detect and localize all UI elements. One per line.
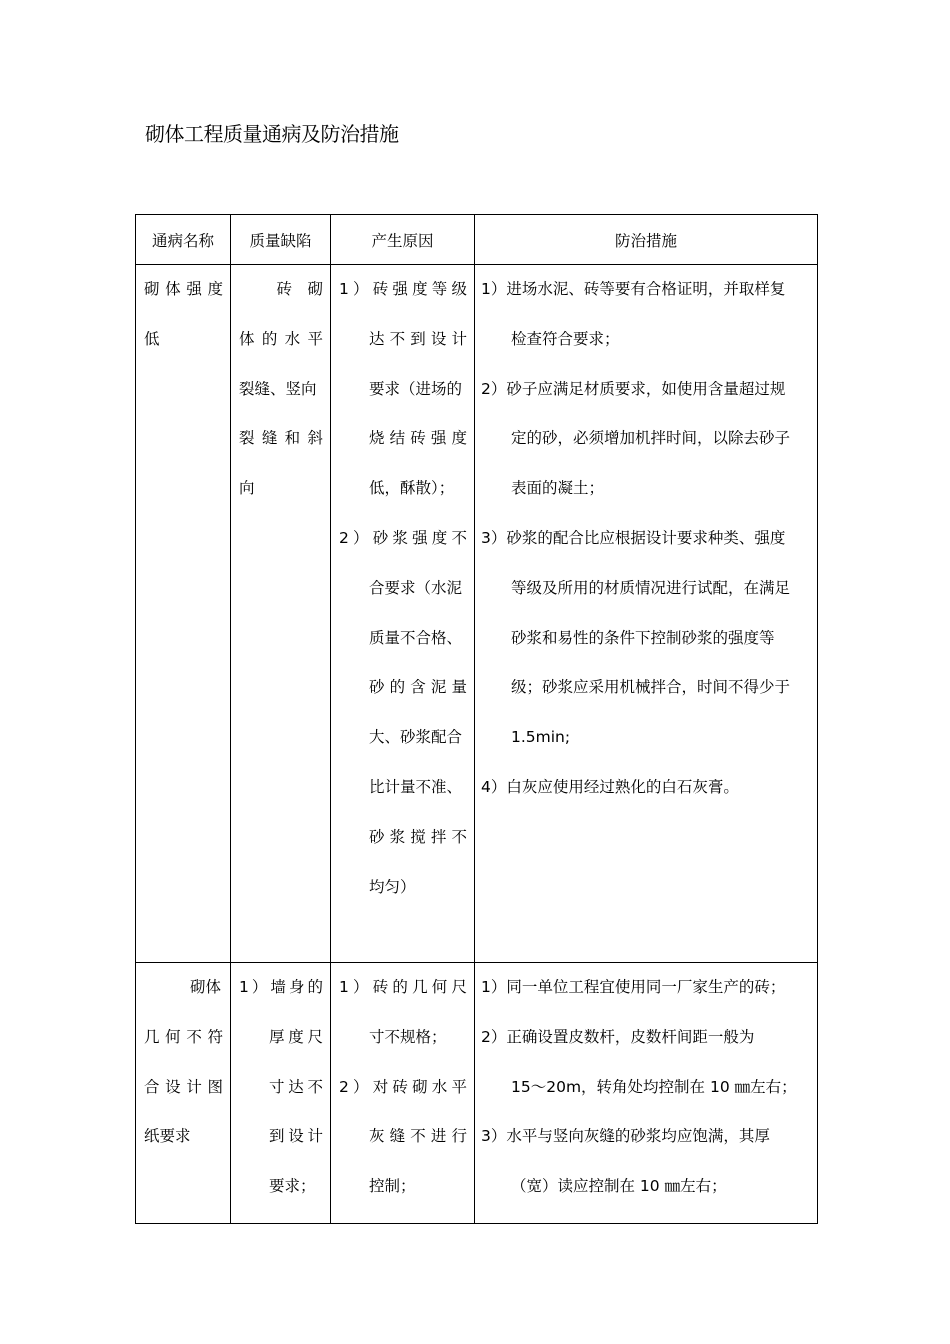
cell-line: （宽）读应控制在 10 ㎜左右； — [511, 1177, 727, 1196]
cell-measure — [475, 265, 818, 963]
cell-defect — [231, 963, 331, 1224]
header-cause: 产生原因 — [331, 215, 475, 265]
cell-cause — [331, 265, 475, 963]
cell-line: 到设计 — [269, 1127, 323, 1146]
cell-line: 1）砖强度等级 — [339, 280, 467, 298]
cell-name — [136, 265, 231, 963]
cell-line: 15～20m，转角处均控制在 10 ㎜左右； — [511, 1077, 797, 1096]
cell-line: 砌体强度 — [144, 280, 223, 298]
cell-line: 检查符合要求； — [511, 329, 620, 348]
cell-line: 表面的凝土； — [511, 479, 605, 498]
cell-line: 定的砂，必须增加机拌时间，以除去砂子 — [511, 429, 791, 448]
cell-line: 烧结砖强度 — [369, 429, 467, 448]
cell-line: 2）对砖砌水平 — [339, 1077, 467, 1096]
document-title: 砌体工程质量通病及防治措施 — [145, 122, 399, 146]
cell-line: 裂缝、竖向 — [239, 379, 317, 398]
cell-line: 合设计图 — [144, 1077, 223, 1096]
cell-line: 砂浆和易性的条件下控制砂浆的强度等 — [511, 628, 775, 647]
cell-line: 向 — [239, 479, 255, 498]
defects-table — [135, 214, 818, 1224]
cell-line: 2）砂浆强度不 — [339, 528, 467, 547]
cell-line: 2）砂子应满足材质要求，如使用含量超过规 — [481, 379, 786, 398]
cell-line: 均匀） — [369, 877, 416, 896]
cell-cause — [331, 963, 475, 1224]
cell-name — [136, 963, 231, 1224]
cell-line: 1）同一单位工程宜使用同一厂家生产的砖； — [481, 978, 786, 996]
cell-line: 1）进场水泥、砖等要有合格证明，并取样复 — [481, 280, 786, 298]
cell-line: 裂缝和斜 — [239, 429, 323, 448]
cell-line: 要求； — [269, 1177, 316, 1196]
cell-line: 达不到设计 — [369, 329, 467, 348]
cell-line: 大、砂浆配合 — [369, 728, 463, 747]
cell-line: 1.5min; — [511, 728, 571, 747]
cell-defect — [231, 265, 331, 963]
cell-line: 厚度尺 — [269, 1027, 323, 1046]
cell-line: 级；砂浆应采用机械拌合，时间不得少于 — [511, 678, 791, 697]
cell-line: 4）白灰应使用经过熟化的白石灰膏。 — [481, 777, 739, 796]
cell-line: 2）正确设置皮数杆，皮数杆间距一般为 — [481, 1027, 755, 1046]
cell-line: 合要求（水泥 — [369, 578, 463, 597]
cell-line: 控制； — [369, 1177, 416, 1196]
cell-line: 体的水平 — [239, 329, 323, 348]
cell-line: 砂的含泥量 — [369, 678, 467, 697]
cell-line: 砌体 — [189, 978, 221, 996]
table-row — [136, 265, 818, 963]
header-name: 通病名称 — [136, 215, 231, 265]
cell-line: 比计量不准、 — [369, 777, 463, 796]
cell-measure — [475, 963, 818, 1224]
header-measure: 防治措施 — [475, 215, 818, 265]
cell-line: 纸要求 — [144, 1127, 191, 1146]
cell-line: 1）墙身的 — [239, 978, 323, 996]
cell-line: 3）水平与竖向灰缝的砂浆均应饱满，其厚 — [481, 1127, 770, 1146]
cell-line: 低 — [144, 329, 160, 348]
cell-line: 灰缝不进行 — [369, 1127, 467, 1146]
table-row — [136, 963, 818, 1224]
cell-line: 质量不合格、 — [369, 628, 463, 647]
cell-line: 1）砖的几何尺 — [339, 978, 467, 996]
cell-line: 低，酥散）； — [369, 479, 455, 498]
cell-line: 几何不符 — [144, 1027, 223, 1046]
cell-line: 寸达不 — [269, 1077, 323, 1096]
cell-line: 砖 砌 — [276, 280, 323, 298]
cell-line: 3）砂浆的配合比应根据设计要求种类、强度 — [481, 528, 786, 547]
header-defect: 质量缺陷 — [231, 215, 331, 265]
cell-line: 等级及所用的材质情况进行试配，在满足 — [511, 578, 791, 597]
cell-line: 砂浆搅拌不 — [369, 827, 467, 846]
cell-line: 要求（进场的 — [369, 379, 463, 398]
cell-line: 寸不规格； — [369, 1027, 447, 1046]
table-header-row — [136, 215, 818, 265]
